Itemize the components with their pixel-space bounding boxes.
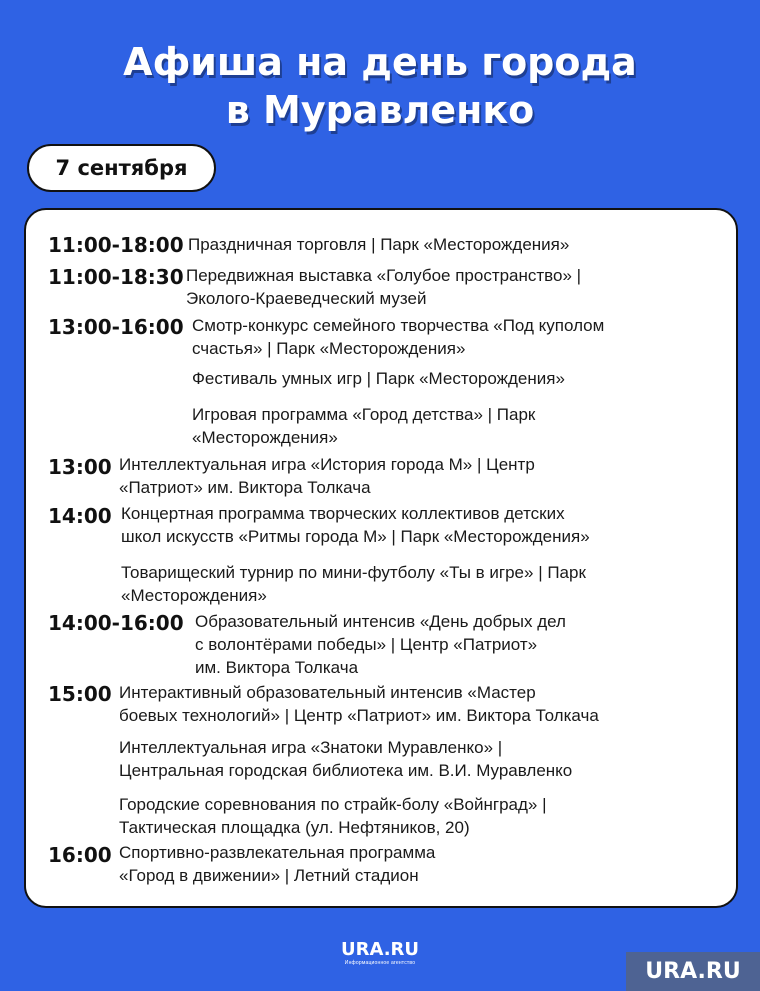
- event-line: Передвижная выставка «Голубое пространство» |: [186, 266, 582, 285]
- event-line: счастья» | Парк «Месторождения»: [192, 339, 466, 358]
- event-line: «Город в движении» | Летний стадион: [119, 866, 419, 885]
- event-line: Смотр-конкурс семейного творчества «Под куполом: [192, 316, 605, 335]
- event-item: [121, 502, 590, 548]
- time-label: 14:00-16:00: [48, 611, 184, 635]
- event-item: [119, 793, 547, 839]
- time-label: 13:00-16:00: [48, 315, 184, 339]
- watermark: URA.RU: [626, 952, 760, 991]
- logo-text: URA.RU: [340, 939, 420, 960]
- event-line: Концертная программа творческих коллективов детских: [121, 504, 565, 523]
- page-title: [0, 38, 760, 134]
- date-badge: 7 сентября: [27, 144, 216, 192]
- time-label: 16:00: [48, 843, 112, 867]
- event-item: [192, 403, 535, 449]
- event-line: Эколого-Краеведческий музей: [186, 289, 427, 308]
- event-line: Спортивно-развлекательная программа: [119, 843, 436, 862]
- time-label: 13:00: [48, 455, 112, 479]
- event-item: [121, 561, 586, 607]
- event-line: школ искусств «Ритмы города М» | Парк «Месторождения»: [121, 527, 590, 546]
- event-item: [186, 264, 581, 310]
- event-item: [195, 610, 566, 679]
- event-line: Городские соревнования по страйк-болу «Войнград» |: [119, 795, 547, 814]
- event-line: Праздничная торговля | Парк «Месторождения»: [188, 235, 570, 254]
- event-line: Товарищеский турнир по мини-футболу «Ты в игре» | Парк: [121, 563, 586, 582]
- title-line-1: Афиша на день города: [123, 40, 637, 84]
- event-line: «Месторождения»: [121, 586, 267, 605]
- event-line: Образовательный интенсив «День добрых дел: [195, 612, 566, 631]
- event-line: Интеллектуальная игра «История города М» | Центр: [119, 455, 535, 474]
- event-line: Интерактивный образовательный интенсив «Мастер: [119, 683, 536, 702]
- title-line-2: в Муравленко: [225, 88, 535, 132]
- event-item: [119, 453, 535, 499]
- event-item: [119, 841, 435, 887]
- event-line: «Месторождения»: [192, 428, 338, 447]
- time-label: 11:00-18:30: [48, 265, 184, 289]
- event-item: [188, 233, 569, 256]
- event-line: Фестиваль умных игр | Парк «Месторождения»: [192, 369, 565, 388]
- event-line: Тактическая площадка (ул. Нефтяников, 20): [119, 818, 470, 837]
- event-item: [119, 681, 599, 727]
- time-label: 11:00-18:00: [48, 233, 184, 257]
- event-line: им. Виктора Толкача: [195, 658, 359, 677]
- event-line: Интеллектуальная игра «Знатоки Муравленко» |: [119, 738, 503, 757]
- event-item: [192, 314, 604, 360]
- event-line: Центральная городская библиотека им. В.И. Муравленко: [119, 761, 573, 780]
- time-label: 14:00: [48, 504, 112, 528]
- event-line: с волонтёрами победы» | Центр «Патриот»: [195, 635, 538, 654]
- event-line: Игровая программа «Город детства» | Парк: [192, 405, 536, 424]
- event-item: [119, 736, 572, 782]
- ura-logo: [330, 940, 430, 966]
- schedule-card: [24, 208, 738, 908]
- time-label: 15:00: [48, 682, 112, 706]
- event-item: [192, 367, 565, 390]
- event-line: «Патриот» им. Виктора Толкача: [119, 478, 371, 497]
- event-line: боевых технологий» | Центр «Патриот» им. Виктора Толкача: [119, 706, 599, 725]
- logo-subtitle: Информационное агентство: [344, 960, 416, 966]
